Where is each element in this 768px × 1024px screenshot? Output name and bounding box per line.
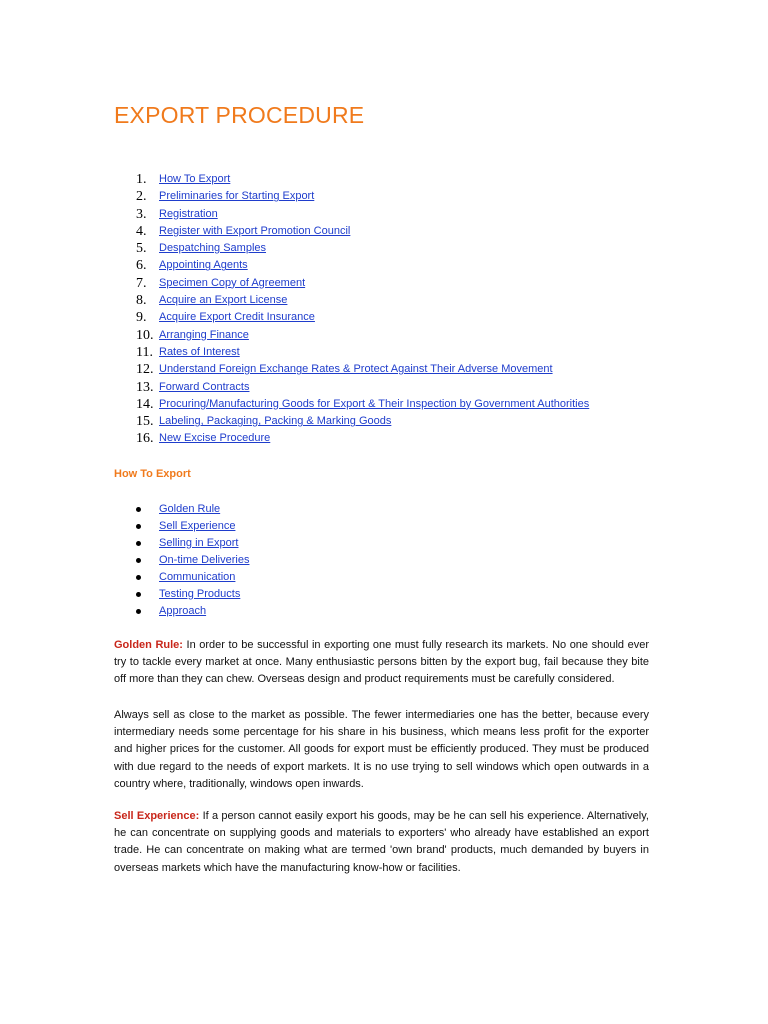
toc-link-credit-insurance[interactable]: Acquire Export Credit Insurance: [159, 311, 315, 324]
toc-item: [114, 429, 674, 446]
link-golden-rule[interactable]: Golden Rule: [159, 503, 221, 515]
toc-item: [114, 222, 674, 239]
toc-item: [114, 170, 674, 187]
bullet-dot-icon: [136, 592, 141, 597]
toc-number: 16.: [136, 431, 154, 447]
link-communication[interactable]: Communication: [159, 571, 236, 583]
toc-link-procuring-goods[interactable]: Procuring/Manufacturing Goods for Export & Their Inspection by Government Authorities: [159, 397, 590, 410]
toc-number: 3.: [136, 206, 147, 222]
toc-item: [114, 256, 674, 273]
paragraph-text: Always sell as close to the market as possible. The fewer intermediaries one has the better, because every intermediary needs some percentage for his share in his business, which means less profit for the exporter and higher prices for the customer. All goods for export must be efficiently produced. They must be produced with due regard to the needs of export markets. It is no use trying to sell windows which open outwards in a country where, traditionally, windows open inwards.: [114, 709, 649, 790]
toc-number: 10.: [136, 327, 154, 343]
bullet-dot-icon: [136, 558, 141, 563]
toc-number: 15.: [136, 414, 154, 430]
toc-link-excise-procedure[interactable]: New Excise Procedure: [159, 432, 271, 445]
toc-link-appointing-agents[interactable]: Appointing Agents: [159, 259, 248, 272]
toc-link-foreign-exchange[interactable]: Understand Foreign Exchange Rates & Protect Against Their Adverse Movement: [159, 363, 553, 376]
link-selling-in-export[interactable]: Selling in Export: [159, 537, 239, 549]
toc-item: [114, 291, 674, 308]
toc-item: [114, 205, 674, 222]
toc-number: 6.: [136, 258, 147, 274]
toc-link-forward-contracts[interactable]: Forward Contracts: [159, 380, 250, 393]
toc-item: [114, 274, 674, 291]
paragraph-text: If a person cannot easily export his goods, may be he can sell his experience. Alternatively, he can concentrate on supplying goods and materials to exporters' who already have established an export trade. He can concentrate on making what are termed 'own brand' products, much demanded by buyers in overseas markets which have the manufacturing know-how or facilities.: [114, 810, 649, 874]
toc-number: 2.: [136, 189, 147, 205]
bullet-dot-icon: [136, 609, 141, 614]
toc-link-labeling-packaging[interactable]: Labeling, Packaging, Packing & Marking Goods: [159, 415, 392, 428]
toc-number: 11.: [136, 344, 153, 360]
paragraph-close-to-market: [114, 707, 649, 793]
toc-link-preliminaries[interactable]: Preliminaries for Starting Export: [159, 190, 315, 203]
toc-item: [114, 239, 674, 256]
link-sell-experience[interactable]: Sell Experience: [159, 520, 236, 532]
link-approach[interactable]: Approach: [159, 605, 207, 617]
toc-number: 13.: [136, 379, 154, 395]
toc-link-registration[interactable]: Registration: [159, 207, 218, 220]
toc-item: [114, 343, 674, 360]
toc-number: 9.: [136, 310, 147, 326]
paragraph-text: In order to be successful in exporting one must fully research its markets. No one should ever try to tackle every market at once. Many enthusiastic persons bitten by the export bug, fail because they bite off more than they can chew. Overseas design and product requirements must be carefully considered.: [114, 639, 649, 686]
toc-item: [114, 412, 674, 429]
bullet-dot-icon: [136, 575, 141, 580]
toc-link-export-license[interactable]: Acquire an Export License: [159, 294, 288, 307]
toc-item: [114, 378, 674, 395]
paragraph-sell-experience: [114, 808, 649, 877]
toc-link-rates-of-interest[interactable]: Rates of Interest: [159, 345, 240, 358]
toc-number: 5.: [136, 241, 147, 257]
document-title: EXPORT PROCEDURE: [114, 102, 365, 128]
paragraph-lead-golden-rule: Golden Rule:: [114, 639, 183, 651]
bullet-dot-icon: [136, 507, 141, 512]
toc-item: [114, 326, 674, 343]
toc-link-export-promotion-council[interactable]: Register with Export Promotion Council: [159, 224, 351, 237]
table-of-contents: [114, 170, 674, 447]
toc-number: 7.: [136, 275, 147, 291]
toc-number: 1.: [136, 172, 147, 187]
toc-link-specimen-agreement[interactable]: Specimen Copy of Agreement: [159, 276, 306, 289]
toc-item: [114, 360, 674, 377]
toc-link-arranging-finance[interactable]: Arranging Finance: [159, 328, 249, 341]
toc-number: 12.: [136, 362, 154, 378]
toc-item: [114, 187, 674, 204]
paragraph-golden-rule: [114, 637, 649, 689]
link-on-time-deliveries[interactable]: On-time Deliveries: [159, 554, 250, 566]
toc-number: 14.: [136, 396, 154, 412]
link-testing-products[interactable]: Testing Products: [159, 588, 241, 600]
toc-link-how-to-export[interactable]: How To Export: [159, 173, 231, 185]
toc-number: 8.: [136, 293, 147, 309]
toc-number: 4.: [136, 223, 147, 239]
section-heading-how-to-export: How To Export: [114, 468, 191, 480]
bullet-dot-icon: [136, 541, 141, 546]
toc-link-despatching-samples[interactable]: Despatching Samples: [159, 242, 267, 255]
toc-item: [114, 308, 674, 325]
paragraph-lead-sell-experience: Sell Experience:: [114, 810, 200, 822]
bullet-dot-icon: [136, 524, 141, 529]
toc-item: [114, 395, 674, 412]
